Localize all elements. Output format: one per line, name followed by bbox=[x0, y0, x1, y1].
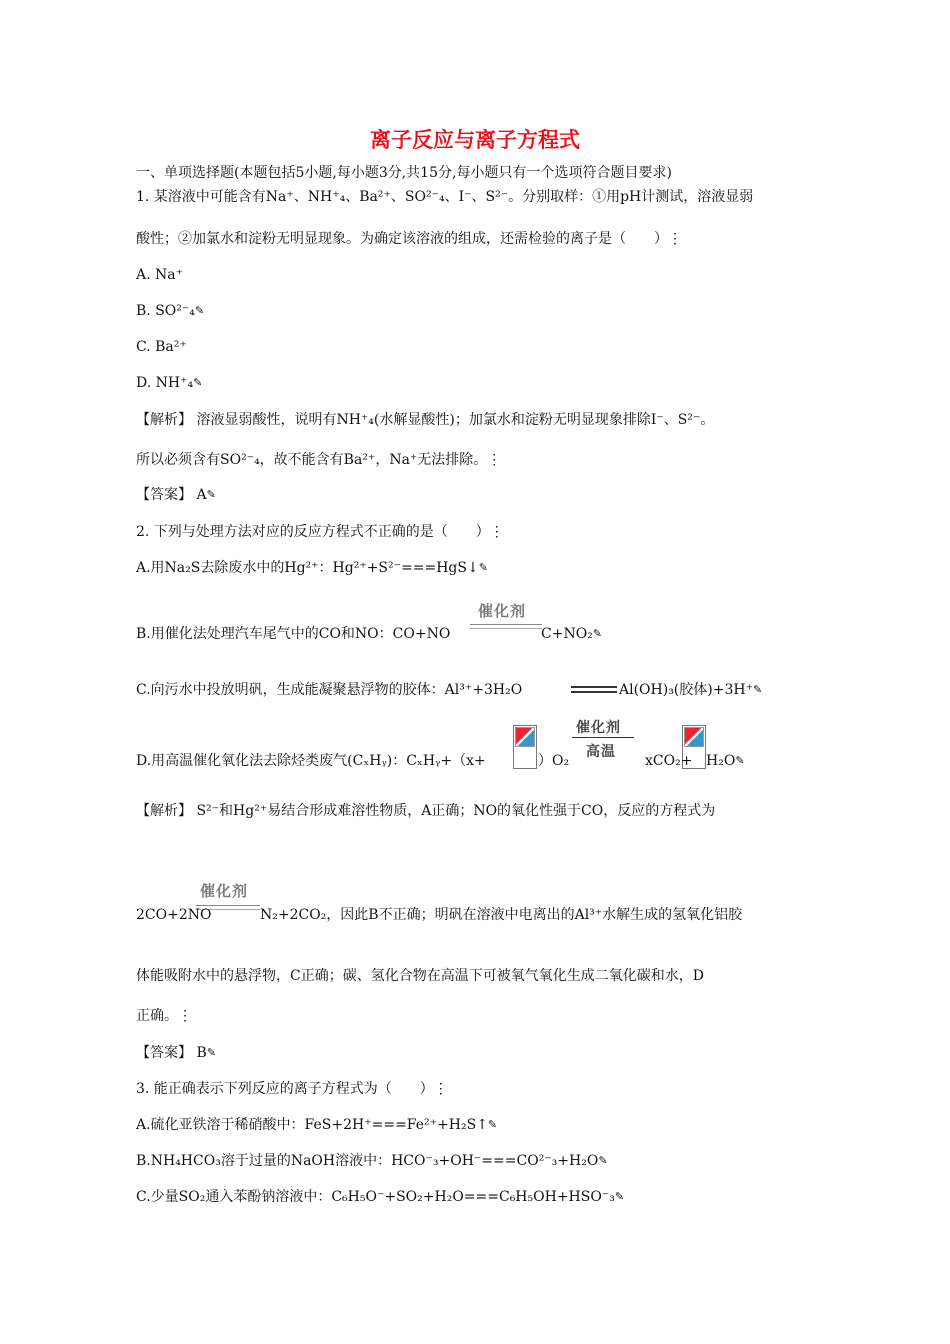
scribble-mark-icon: ✎ bbox=[735, 754, 745, 767]
scribble-mark-icon: ✎ bbox=[752, 683, 763, 696]
q2-option-d-left: D.用高温催化氧化法去除烃类废气(CₓHᵧ)：CₓHᵧ+（x+ bbox=[136, 753, 486, 769]
q1-answer: 【答案】 A✎ bbox=[136, 487, 216, 503]
q1-stem-line2: 酸性；②加氯水和淀粉无明显现象。为确定该溶液的组成，还需检验的离子是（ ）⋮ bbox=[136, 231, 682, 247]
q3-option-b: B.NH₄HCO₃溶于过量的NaOH溶液中：HCO⁻₃+OH⁻===CO²⁻₃+H₂O✎ bbox=[136, 1153, 608, 1169]
q1-option-d: D. NH⁺₄✎ bbox=[136, 375, 203, 391]
q2-d-condition-high-temp: 高温 bbox=[586, 744, 616, 760]
q2-option-b-right: C+NO₂✎ bbox=[541, 626, 603, 642]
q2-option-c-left: C.向污水中投放明矾，生成能凝聚悬浮物的胶体：Al³⁺+3H₂O bbox=[136, 682, 523, 698]
scribble-mark-icon: ✎ bbox=[194, 304, 205, 317]
scribble-mark-icon: ✎ bbox=[193, 376, 203, 389]
coefficient-blank-box-1 bbox=[513, 725, 537, 769]
q2-analysis-line2-left: 2CO+2NO bbox=[136, 907, 212, 923]
q3-option-a: A.硫化亚铁溶于稀硝酸中：FeS+2H⁺===Fe²⁺+H₂S↑✎ bbox=[136, 1117, 498, 1133]
scribble-mark-icon: ✎ bbox=[614, 1190, 625, 1203]
q1-stem-line1: 1. 某溶液中可能含有Na⁺、NH⁺₄、Ba²⁺、SO²⁻₄、I⁻、S²⁻。分别取样：①用pH计测试，溶液显弱 bbox=[136, 189, 754, 205]
q3-stem: 3. 能正确表示下列反应的离子方程式为（ ）⋮ bbox=[136, 1081, 448, 1097]
image-placeholder-icon bbox=[515, 727, 535, 747]
q1-option-a: A. Na⁺ bbox=[136, 267, 183, 283]
q1-option-b: B. SO²⁻₄✎ bbox=[136, 303, 205, 319]
q2-option-d-mid: ）O₂ bbox=[538, 753, 570, 769]
q2-analysis-line3: 体能吸附水中的悬浮物，C正确；碳、氢化合物在高温下可被氧气氧化生成二氧化碳和水，D bbox=[136, 968, 704, 984]
section-heading: 一、单项选择题(本题包括5小题,每小题3分,共15分,每小题只有一个选项符合题目要求) bbox=[136, 165, 672, 181]
scribble-mark-icon: ✎ bbox=[206, 1046, 216, 1059]
scribble-mark-icon: ✎ bbox=[478, 561, 488, 574]
q1-analysis-line1: 【解析】 溶液显弱酸性，说明有NH⁺₄(水解显酸性)；加氯水和淀粉无明显现象排除I⁻、S²⁻。 bbox=[136, 412, 715, 428]
q2-option-d-right2: H₂O✎ bbox=[706, 753, 745, 769]
q2-b-catalyst-label: 催化剂 bbox=[478, 602, 527, 620]
equilibrium-arrow-icon bbox=[571, 684, 617, 694]
q2-answer: 【答案】 B✎ bbox=[136, 1045, 216, 1061]
q2-analysis-line2-right: N₂+2CO₂，因此B不正确；明矾在溶液中电离出的Al³⁺水解生成的氢氧化铝胶 bbox=[260, 907, 743, 923]
q1-analysis-line2: 所以必须含有SO²⁻₄，故不能含有Ba²⁺，Na⁺无法排除。⋮ bbox=[136, 452, 502, 468]
scribble-mark-icon: ✎ bbox=[592, 627, 603, 640]
q2-option-b-left: B.用催化法处理汽车尾气中的CO和NO：CO+NO bbox=[136, 626, 451, 642]
q2-analysis-catalyst-label: 催化剂 bbox=[200, 882, 249, 900]
q2-option-a: A.用Na₂S去除废水中的Hg²⁺：Hg²⁺+S²⁻===HgS↓✎ bbox=[136, 560, 488, 576]
q1-option-c: C. Ba²⁺ bbox=[136, 339, 187, 355]
scribble-mark-icon: ✎ bbox=[598, 1154, 608, 1167]
q2-d-reaction-arrow bbox=[572, 737, 634, 738]
image-placeholder-icon bbox=[684, 727, 704, 747]
q2-b-reaction-arrow bbox=[470, 624, 542, 629]
page-title: 离子反应与离子方程式 bbox=[370, 128, 580, 152]
q2-analysis-line1: 【解析】 S²⁻和Hg²⁺易结合形成难溶性物质，A正确；NO的氧化性强于CO，反应的方程式为 bbox=[136, 803, 716, 819]
q2-analysis-line4: 正确。⋮ bbox=[136, 1008, 192, 1024]
q3-option-c: C.少量SO₂通入苯酚钠溶液中：C₆H₅O⁻+SO₂+H₂O===C₆H₅OH+HSO⁻₃✎ bbox=[136, 1189, 625, 1205]
q2-stem: 2. 下列与处理方法对应的反应方程式不正确的是（ ）⋮ bbox=[136, 524, 504, 540]
scribble-mark-icon: ✎ bbox=[206, 488, 216, 501]
q2-d-catalyst-label: 催化剂 bbox=[576, 720, 621, 736]
q2-option-c-right: Al(OH)₃(胶体)+3H⁺✎ bbox=[619, 682, 763, 698]
scribble-mark-icon: ✎ bbox=[487, 1118, 498, 1131]
q2-option-d-right1: xCO₂+ bbox=[645, 753, 693, 769]
